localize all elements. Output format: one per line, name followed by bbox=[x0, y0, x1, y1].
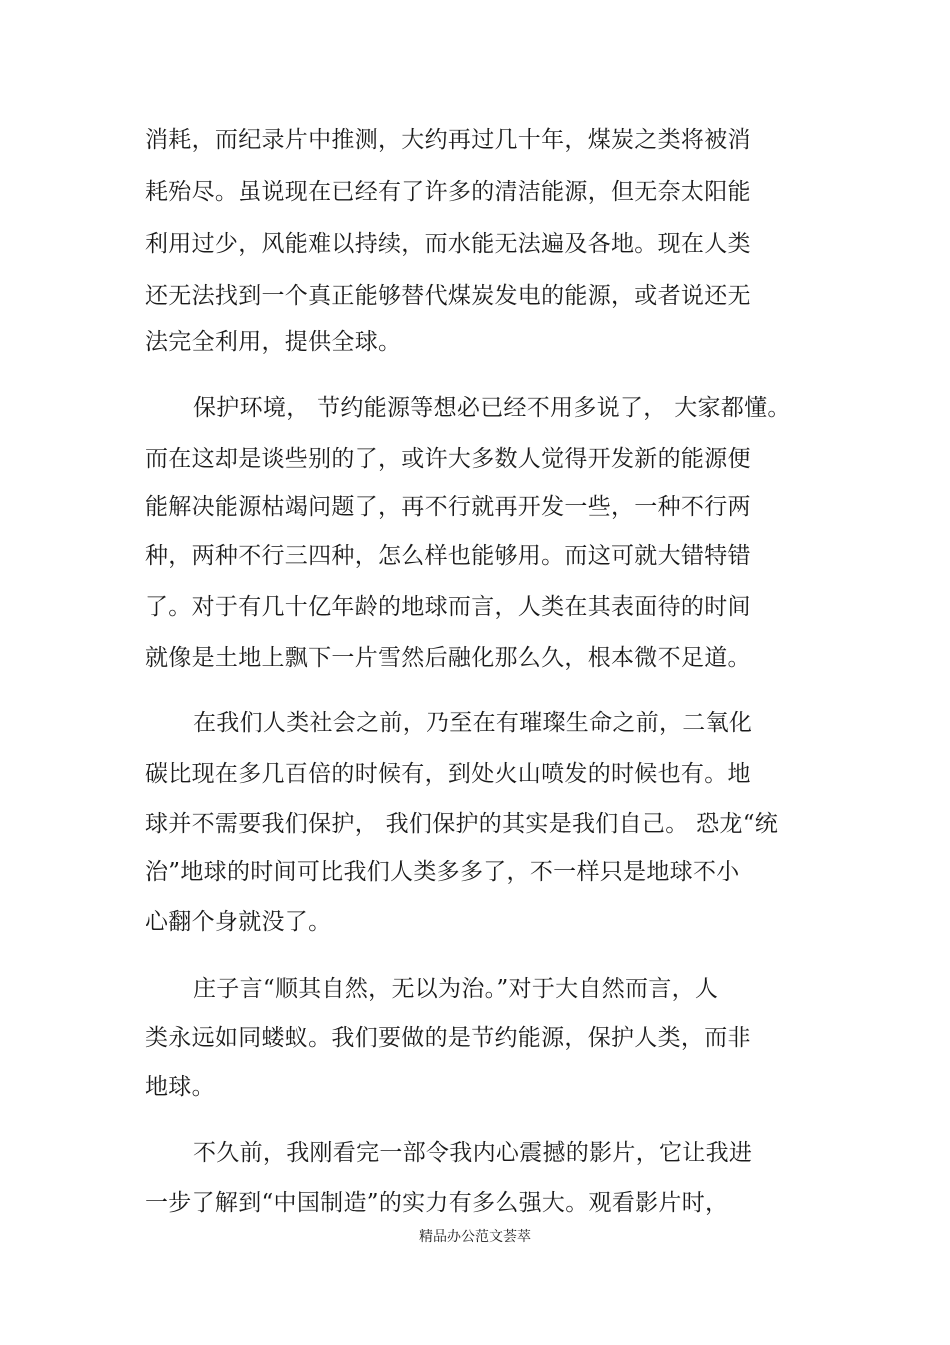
text-line: 地球。 bbox=[145, 1074, 215, 1100]
text-line: 种，两种不行三四种，怎么样也能够用。而这可就大错特错 bbox=[145, 543, 751, 569]
page-footer: 精品办公范文荟萃 bbox=[419, 1229, 531, 1245]
text-line: 心翻个身就没了。 bbox=[145, 909, 332, 935]
text-line: 一步了解到“中国制造”的实力有多么强大。观看影片时， bbox=[145, 1190, 729, 1216]
text-line: 球并不需要我们保护， 我们保护的其实是我们自己。 恐龙“统 bbox=[145, 811, 779, 837]
text-line: 利用过少，风能难以持续，而水能无法遍及各地。现在人类 bbox=[145, 231, 751, 257]
text-line: 类永远如同蝼蚁。我们要做的是节约能源，保护人类，而非 bbox=[145, 1025, 751, 1051]
text-line: 耗殆尽。虽说现在已经有了许多的清洁能源，但无奈太阳能 bbox=[145, 179, 751, 205]
paragraph-first-line: 庄子言“顺其自然，无以为治。”对于大自然而言，人 bbox=[193, 976, 719, 1002]
paragraph-first-line: 不久前，我刚看完一部令我内心震撼的影片，它让我进 bbox=[193, 1140, 753, 1166]
text-line: 就像是土地上飘下一片雪然后融化那么久，根本微不足道。 bbox=[145, 645, 751, 671]
text-line: 而在这却是谈些别的了，或许大多数人觉得开发新的能源便 bbox=[145, 446, 751, 472]
text-line: 消耗，而纪录片中推测，大约再过几十年，煤炭之类将被消 bbox=[145, 127, 751, 153]
text-line: 了。对于有几十亿年龄的地球而言，人类在其表面待的时间 bbox=[145, 594, 751, 620]
text-line: 治”地球的时间可比我们人类多多了，不一样只是地球不小 bbox=[145, 859, 740, 885]
paragraph-first-line: 在我们人类社会之前，乃至在有璀璨生命之前，二氧化 bbox=[193, 710, 753, 736]
text-line: 能解决能源枯竭问题了，再不行就再开发一些，一种不行两 bbox=[145, 494, 751, 520]
paragraph-first-line: 保护环境， 节约能源等想必已经不用多说了， 大家都懂。 bbox=[193, 395, 791, 421]
text-line: 碳比现在多几百倍的时候有，到处火山喷发的时候也有。地 bbox=[145, 761, 751, 787]
text-line: 还无法找到一个真正能够替代煤炭发电的能源，或者说还无 bbox=[145, 283, 751, 309]
text-line: 法完全利用，提供全球。 bbox=[145, 329, 402, 355]
